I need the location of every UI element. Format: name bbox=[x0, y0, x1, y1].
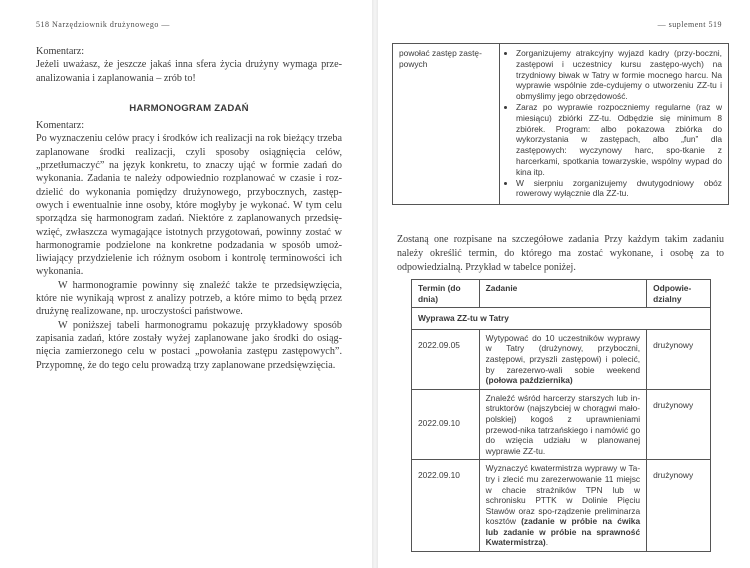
task-tail: . bbox=[545, 537, 549, 548]
task-text: Znaleźć wśród harcerzy starszych lub in-struktorów (najszybciej w chorągwi mało-polskiej) kogoś z uprawnieniami przewod-nika tatrzańskiego i namówić go do wzięcia udziału w planowanej wyprawie ZZ-tu. bbox=[485, 392, 641, 456]
header-responsible: Odpowie-dzialny bbox=[647, 280, 711, 308]
paragraph: Zostaną one rozpisane na szczegółowe zadania Przy każdym takim zadaniu należy określić termin, do którego ma zostać wykonane, i osobę za to odpowiedzialną. Przykład w tabelce poniżej. bbox=[397, 234, 724, 273]
table-row bbox=[393, 44, 729, 205]
running-head-left: 518 Narzędziownik drużynowego — bbox=[36, 20, 170, 29]
responsible-cell: drużynowy bbox=[647, 329, 711, 389]
task-cell bbox=[479, 329, 646, 389]
group-row bbox=[412, 308, 711, 330]
date-cell: 2022.09.10 bbox=[412, 460, 480, 552]
section-title: HARMONOGRAM ZADAŃ bbox=[129, 102, 249, 114]
comment-label: Komentarz: bbox=[36, 46, 85, 57]
task-cell bbox=[479, 460, 646, 552]
header-date: Termin (do dnia) bbox=[412, 280, 480, 308]
measures-cell bbox=[500, 44, 729, 205]
date-cell: 2022.09.10 bbox=[412, 389, 480, 460]
list-item: • Zorganizujemy atrakcyjny wyjazd kadry (przy-boczni, zastępowi i uczestnicy kursu zastępo-wych) na trzydniowy biwak w Tatry w formie mocnego harcu. Na wyprawie wspólnie zde-cydujemy o utworzeniu ZZ-tu i obmyślimy jego obrzędowość. bbox=[516, 48, 722, 102]
table-row bbox=[412, 389, 711, 460]
paragraph: Po wyznaczeniu celów pracy i środków ich realizacji na rok bieżący trzeba zaplanowane środki realizacji, czyli sposoby osiągnięcia celów, „przetłumaczyć” na język konkretu, to znaczy ująć w formie zadań do wykonania. Zadania te należy odpowiednio rozplanować w czasie i roz-dzielić do wykonania pomiędzy drużynowego, przybocznych, zastęp-owych i ewentualnie inne osoby, które mogłyby je wykonać. W tym celu sporządza się harmonogram zadań. Niektóre z zaplanowanych przedsię-wzięć, zwłaszcza wymagające istotnych przygotowań, powinny zostać w harmonogramie podzielone na konkretne podzadania w sposób umoż-liwiający przydzielenie ich różnym osobom i kontrolę terminowości ich wykonania. bbox=[36, 133, 342, 278]
paragraph: W harmonogramie powinny się znaleźć także te przedsięwzięcia, które nie wynikają wprost z analizy potrzeb, a które mimo to będą przez drużynę realizowane, np. uroczystości państwowe. bbox=[36, 279, 342, 318]
schedule-table bbox=[411, 279, 711, 552]
left-page bbox=[0, 0, 372, 568]
goals-table bbox=[392, 43, 729, 205]
header-task: Zadanie bbox=[479, 280, 646, 308]
date-cell: 2022.09.05 bbox=[412, 329, 480, 389]
task-text: Wyznaczyć kwatermistrza wyprawy w Ta-try i zlecić mu zarezerwowanie 11 miejsc w chacie strażników TPN lub w schronisku PTTK w Dolinie Pięciu Stawów oraz spo-rządzenie preliminarza kosztów bbox=[485, 463, 641, 527]
table-header-row bbox=[412, 280, 711, 308]
responsible-cell: drużynowy bbox=[647, 389, 711, 460]
comment-label-2: Komentarz: bbox=[36, 120, 85, 132]
running-head-right: — suplement 519 bbox=[657, 20, 722, 29]
measures-list bbox=[506, 48, 722, 199]
goal-cell: powołać zastęp zastę-powych bbox=[393, 44, 500, 205]
list-item: • W sierpniu zorganizujemy dwutygodniowy obóz rowerowy wyłącznie dla ZZ-tu. bbox=[516, 178, 722, 200]
comment-text: Jeżeli uważasz, że jeszcze jakaś inna sfera życia drużyny wymaga prze-analizowania i zaplanowania – zrób to! bbox=[36, 59, 342, 84]
table-row bbox=[412, 329, 711, 389]
list-item: • Zaraz po wyprawie rozpoczniemy regularne (raz w miesiącu) zbiórki ZZ-tu. Odbędzie się minimum 8 zbiórek. Program: albo pokazowa zbiórka do wykorzystania w zastępach, albo „fun” dla zastępowych: wyczynowy harc, spo-tkanie z harcerkami, spotkania towarzyskie, wspólny wypad do kina itp. bbox=[516, 102, 722, 178]
task-text: Wytypować do 10 uczestników wyprawy w Tatry (drużynowy, przyboczni, zastępowi, przyszli zastępowi) i polecić, by zarezerwo-wali sobie weekend bbox=[485, 332, 641, 375]
left-page-body bbox=[36, 45, 342, 372]
responsible-cell: drużynowy bbox=[647, 460, 711, 552]
group-label: Wyprawa ZZ-tu w Tatry bbox=[412, 308, 711, 330]
paragraph: W poniższej tabeli harmonogramu pokazuję przykładowy sposób zapisania zadań, które zostały wyżej zaplanowane jako środki do osiąg-nięcia zamierzonego celu w postaci „powołania zastępu zastępowych”. Przypomnę, że do tego celu prowadzą trzy zaplanowane przedsięwzięcia. bbox=[36, 319, 342, 371]
table-row bbox=[412, 460, 711, 552]
right-page bbox=[378, 0, 750, 568]
task-emphasis: (połowa października) bbox=[485, 375, 573, 386]
task-emphasis: (zadanie w próbie na ćwika lub zadanie w próbie na sprawność Kwatermistrza) bbox=[485, 516, 641, 548]
task-cell bbox=[479, 389, 646, 460]
